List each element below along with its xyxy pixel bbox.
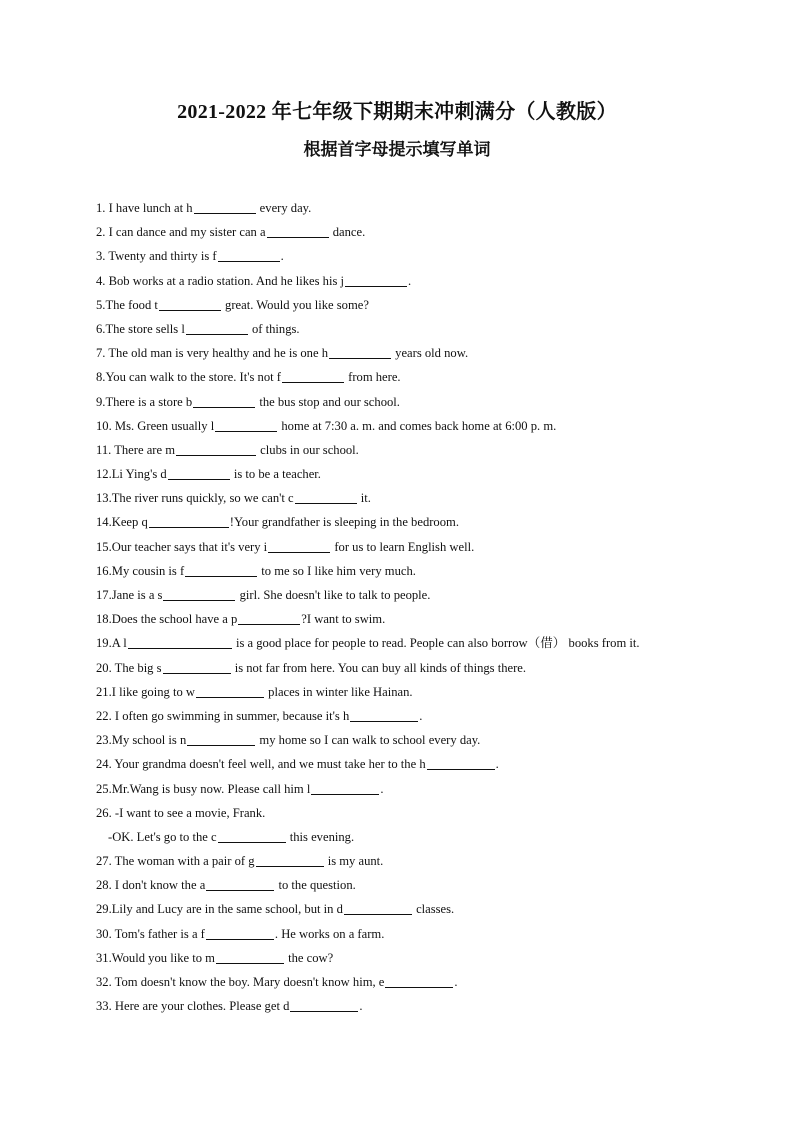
answer-blank[interactable] bbox=[196, 682, 264, 698]
question-item bbox=[96, 269, 736, 293]
answer-blank[interactable] bbox=[193, 392, 255, 408]
answer-blank[interactable] bbox=[128, 633, 232, 649]
question-text-after: home at 7:30 a. m. and comes back home at 6:00 p. m. bbox=[278, 418, 557, 433]
question-item bbox=[96, 994, 736, 1018]
question-text-after: years old now. bbox=[392, 346, 469, 361]
question-text-after: every day. bbox=[256, 201, 312, 215]
question-text-before: 31.Would you like to m bbox=[96, 950, 215, 965]
question-text-before: 26. -I want to see a movie, Frank. bbox=[96, 805, 266, 820]
question-item bbox=[96, 631, 736, 655]
page-title: 2021-2022 年七年级下期期末冲刺满分（人教版） bbox=[177, 101, 617, 123]
answer-blank[interactable] bbox=[163, 658, 231, 674]
question-text-after: it. bbox=[357, 491, 371, 506]
question-text-before: 14.Keep q bbox=[96, 515, 148, 530]
question-text-before: 28. I don't know the a bbox=[96, 878, 206, 893]
question-item bbox=[96, 365, 736, 389]
answer-blank[interactable] bbox=[427, 754, 495, 770]
answer-blank[interactable] bbox=[268, 537, 330, 553]
question-text-before: 13.The river runs quickly, so we can't c bbox=[96, 491, 294, 506]
answer-blank[interactable] bbox=[218, 246, 280, 262]
question-text-before: 20. The big s bbox=[96, 660, 162, 675]
question-text-after: ?I want to swim. bbox=[301, 612, 386, 627]
question-text-after: of things. bbox=[248, 321, 300, 336]
answer-blank[interactable] bbox=[329, 343, 391, 359]
question-item bbox=[96, 486, 736, 510]
question-text-after: . bbox=[419, 708, 423, 723]
question-item bbox=[96, 220, 736, 244]
answer-blank[interactable] bbox=[345, 271, 407, 287]
question-text-after: my home so I can walk to school every day. bbox=[256, 733, 481, 748]
question-text-before: 3. Twenty and thirty is f bbox=[96, 249, 217, 264]
question-item bbox=[96, 897, 736, 921]
question-text-after: clubs in our school. bbox=[257, 442, 359, 457]
question-text-after: places in winter like Hainan. bbox=[265, 684, 413, 699]
question-text-before: 17.Jane is a s bbox=[96, 588, 163, 602]
question-item bbox=[96, 607, 736, 631]
question-item bbox=[96, 583, 736, 607]
question-text-before: 21.I like going to w bbox=[96, 684, 195, 699]
page-subtitle: 根据首字母提示填写单词 bbox=[303, 140, 491, 159]
question-item bbox=[96, 970, 736, 994]
question-text-after: the bus stop and our school. bbox=[256, 394, 400, 409]
answer-blank[interactable] bbox=[186, 319, 248, 335]
question-text-before: 2. I can dance and my sister can a bbox=[96, 225, 266, 240]
answer-blank[interactable] bbox=[238, 609, 300, 625]
answer-blank[interactable] bbox=[149, 512, 229, 528]
question-item bbox=[96, 390, 736, 414]
question-text-after: from here. bbox=[344, 370, 401, 385]
question-text-before: 33. Here are your clothes. Please get d bbox=[96, 999, 290, 1014]
question-text-before: 1. I have lunch at h bbox=[96, 201, 193, 215]
answer-blank[interactable] bbox=[256, 851, 324, 867]
question-text-after: to the question. bbox=[275, 878, 356, 893]
answer-blank[interactable] bbox=[206, 875, 274, 891]
question-text-before: 4. Bob works at a radio station. And he likes his j bbox=[96, 273, 345, 288]
question-item bbox=[96, 196, 736, 220]
question-text-before: 32. Tom doesn't know the boy. Mary doesn't know him, e bbox=[96, 975, 385, 989]
answer-blank[interactable] bbox=[344, 899, 412, 915]
question-text-before: 16.My cousin is f bbox=[96, 563, 185, 578]
question-text-after: . He works on a farm. bbox=[274, 926, 385, 941]
question-item bbox=[96, 946, 736, 970]
question-item bbox=[96, 462, 736, 486]
question-text-before: 30. Tom's father is a f bbox=[96, 926, 205, 941]
question-text-before: 10. Ms. Green usually l bbox=[96, 418, 215, 433]
answer-blank[interactable] bbox=[215, 416, 277, 432]
question-text-after: is not far from here. You can buy all kinds of things there. bbox=[231, 660, 527, 675]
question-text-after: . bbox=[495, 757, 499, 772]
answer-blank[interactable] bbox=[295, 488, 357, 504]
question-item bbox=[96, 873, 736, 897]
question-text-after: this evening. bbox=[286, 829, 355, 844]
question-text-after: . bbox=[359, 999, 363, 1014]
question-text-before: 22. I often go swimming in summer, because it's h bbox=[96, 708, 350, 723]
question-item bbox=[96, 728, 736, 752]
answer-blank[interactable] bbox=[168, 464, 230, 480]
question-text-after: . bbox=[454, 975, 458, 989]
question-text-after: is a good place for people to read. People can also borrow（借） books from it. bbox=[232, 636, 640, 651]
question-text-before: 29.Lily and Lucy are in the same school, but in d bbox=[96, 902, 343, 917]
question-item bbox=[96, 535, 736, 559]
answer-blank[interactable] bbox=[218, 827, 286, 843]
answer-blank[interactable] bbox=[267, 222, 329, 238]
question-item bbox=[96, 777, 736, 801]
question-text-after: . bbox=[380, 781, 384, 796]
question-text-after: dance. bbox=[329, 225, 366, 240]
question-text-before: -OK. Let's go to the c bbox=[108, 829, 217, 844]
question-text-before: 27. The woman with a pair of g bbox=[96, 854, 255, 869]
question-text-before: 23.My school is n bbox=[96, 733, 187, 748]
question-item bbox=[96, 680, 736, 704]
question-text-before: 5.The food t bbox=[96, 297, 158, 312]
question-text-after: is to be a teacher. bbox=[230, 467, 321, 482]
answer-blank[interactable] bbox=[290, 996, 358, 1012]
question-item bbox=[96, 922, 736, 946]
answer-blank[interactable] bbox=[206, 924, 274, 940]
question-item bbox=[96, 438, 736, 462]
question-text-before: 7. The old man is very healthy and he is one h bbox=[96, 346, 329, 361]
question-text-before: 19.A l bbox=[96, 636, 127, 651]
answer-blank[interactable] bbox=[350, 706, 418, 722]
question-text-after: for us to learn English well. bbox=[331, 539, 475, 554]
question-text-after: . bbox=[280, 249, 284, 264]
answer-blank[interactable] bbox=[163, 585, 235, 601]
answer-blank[interactable] bbox=[311, 779, 379, 795]
answer-blank[interactable] bbox=[185, 561, 257, 577]
question-text-after: great. Would you like some? bbox=[221, 297, 369, 312]
question-item bbox=[96, 244, 736, 268]
question-item bbox=[96, 825, 736, 849]
answer-blank[interactable] bbox=[385, 972, 453, 988]
question-item bbox=[96, 341, 736, 365]
question-text-after: !Your grandfather is sleeping in the bedroom. bbox=[229, 515, 459, 530]
question-item bbox=[96, 414, 736, 438]
question-text-before: 12.Li Ying's d bbox=[96, 467, 167, 482]
answer-blank[interactable] bbox=[282, 367, 344, 383]
question-text-after: . bbox=[408, 273, 412, 288]
question-item bbox=[96, 559, 736, 583]
question-item bbox=[96, 704, 736, 728]
question-text-before: 9.There is a store b bbox=[96, 394, 193, 409]
question-list bbox=[96, 196, 736, 1018]
question-text-before: 18.Does the school have a p bbox=[96, 612, 238, 627]
answer-blank[interactable] bbox=[176, 440, 256, 456]
answer-blank[interactable] bbox=[159, 295, 221, 311]
answer-blank[interactable] bbox=[194, 198, 256, 214]
question-text-before: 25.Mr.Wang is busy now. Please call him l bbox=[96, 781, 311, 796]
question-text-before: 15.Our teacher says that it's very i bbox=[96, 539, 268, 554]
question-item bbox=[96, 849, 736, 873]
answer-blank[interactable] bbox=[187, 730, 255, 746]
answer-blank[interactable] bbox=[216, 948, 284, 964]
question-text-after: girl. She doesn't like to talk to people. bbox=[236, 588, 431, 602]
question-text-after: the cow? bbox=[284, 950, 334, 965]
question-text-after: is my aunt. bbox=[324, 854, 384, 869]
question-text-before: 11. There are m bbox=[96, 442, 176, 457]
question-text-after: classes. bbox=[412, 902, 455, 917]
question-item bbox=[96, 317, 736, 341]
question-item bbox=[96, 752, 736, 776]
question-item bbox=[96, 656, 736, 680]
question-text-after: to me so I like him very much. bbox=[258, 563, 416, 578]
question-item bbox=[96, 801, 736, 825]
question-item bbox=[96, 293, 736, 317]
question-text-before: 24. Your grandma doesn't feel well, and we must take her to the h bbox=[96, 757, 426, 772]
question-text-before: 6.The store sells l bbox=[96, 321, 185, 336]
question-text-before: 8.You can walk to the store. It's not f bbox=[96, 370, 281, 385]
question-item bbox=[96, 510, 736, 534]
